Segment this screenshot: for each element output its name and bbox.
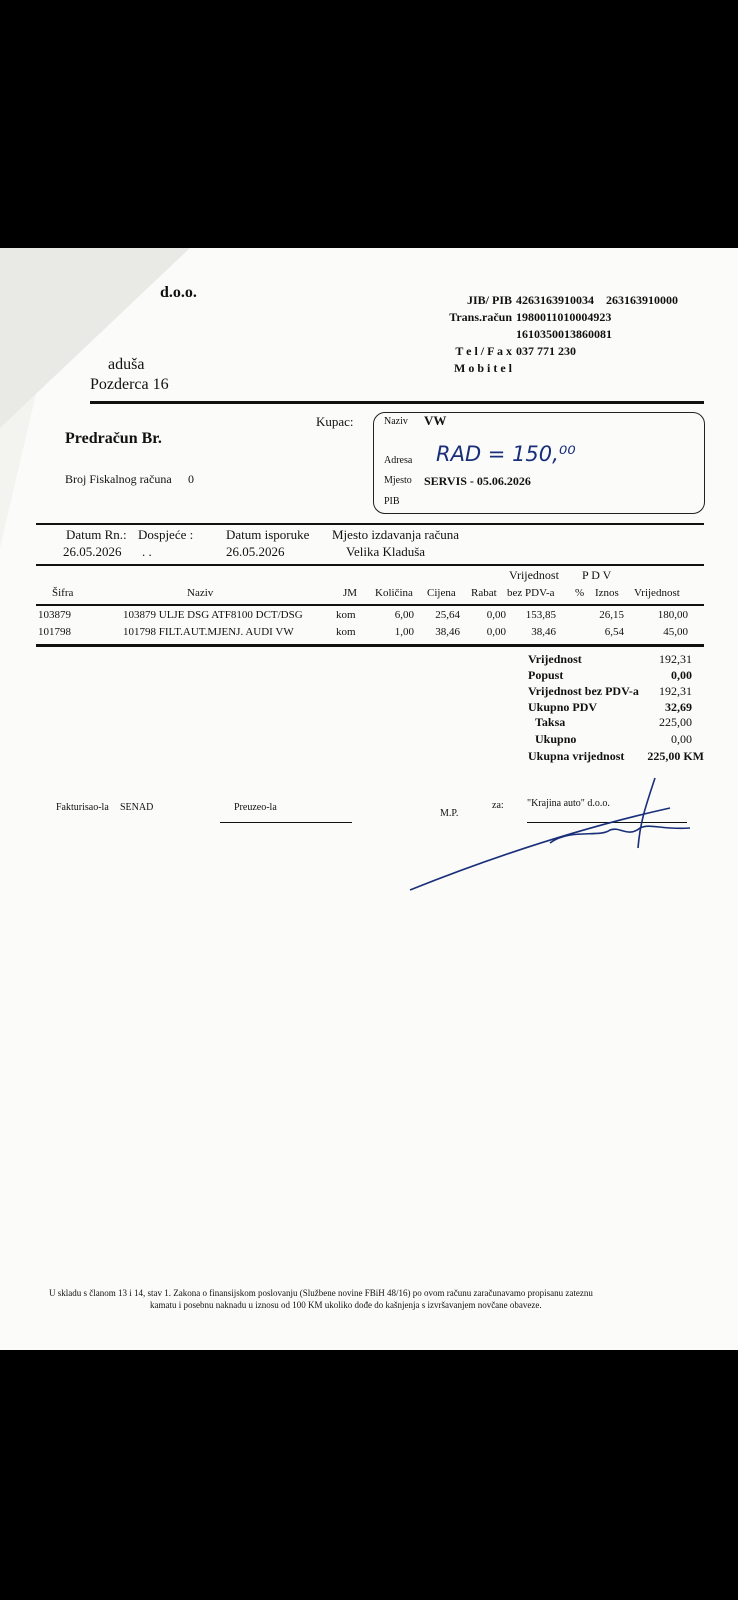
trans-account-1: 1980011010004923 — [516, 310, 612, 324]
cell-kolicina: 1,00 — [394, 626, 414, 638]
za-value: "Krajina auto" d.o.o. — [527, 798, 610, 809]
th-vr-bez-bottom: bez PDV-a — [507, 587, 555, 599]
total-label-ukupno-pdv: Ukupno PDV — [528, 700, 598, 714]
trans-label: Trans.račun — [449, 310, 512, 324]
mobitel-label: M o b i t e l — [454, 361, 512, 375]
jib-label: JIB/ PIB — [466, 293, 512, 307]
cell-iznos: 6,54 — [604, 626, 624, 638]
pib-value: 263163910000 — [606, 293, 678, 307]
buyer-naziv-value: VW — [424, 413, 447, 428]
buyer-adresa-handwritten: RAD = 150,⁰⁰ — [436, 442, 576, 466]
total-value-ukupna-vrijednost: 225,00 KM — [647, 749, 704, 763]
datum-value: 26.05.2026 — [63, 544, 122, 559]
tel-value: 037 771 230 — [516, 344, 576, 358]
th-jm: JM — [343, 587, 358, 599]
th-kolicina: Količina — [375, 587, 413, 599]
total-value-vrijednost: 192,31 — [659, 652, 692, 666]
th-rabat: Rabat — [471, 587, 497, 599]
total-value-taksa: 225,00 — [659, 715, 692, 729]
trans-account-2: 1610350013860081 — [516, 327, 612, 341]
cell-rabat: 0,00 — [486, 626, 506, 638]
cell-naziv: 103879 ULJE DSG ATF8100 DCT/DSG — [123, 609, 303, 621]
total-label-bez-pdv: Vrijednost bez PDV-a — [528, 684, 639, 698]
th-pdv-top: P D V — [582, 568, 612, 582]
total-label-taksa: Taksa — [535, 715, 566, 729]
dospjece-label: Dospjeće : — [138, 527, 194, 542]
legal-text-1: U skladu s članom 13 i 14, stav 1. Zakona o finansijskom poslovanju (Službene novine FBiH 48/16) po ovom računu zaračunavamo propisanu zateznu — [49, 1288, 593, 1298]
company-city: aduša — [108, 356, 145, 373]
fakturisao-value: SENAD — [120, 802, 154, 813]
cell-rabat: 0,00 — [486, 609, 506, 621]
mjesto-izdavanja-label: Mjesto izdavanja računa — [332, 527, 460, 542]
th-pdv-pct: % — [575, 587, 585, 599]
cell-sifra: 103879 — [38, 609, 71, 621]
cell-sifra: 101798 — [38, 626, 71, 638]
cell-bez-pdv: 153,85 — [525, 609, 556, 621]
buyer-pib-label: PIB — [384, 496, 400, 507]
th-naziv: Naziv — [187, 587, 214, 599]
dospjece-value: . . — [142, 544, 152, 559]
isporuke-value: 26.05.2026 — [226, 544, 285, 559]
buyer-adresa-label: Adresa — [384, 455, 413, 466]
total-value-popust: 0,00 — [671, 668, 692, 682]
buyer-mjesto-label: Mjesto — [384, 475, 412, 486]
fiscal-value: 0 — [188, 472, 194, 486]
total-value-bez-pdv: 192,31 — [659, 684, 692, 698]
isporuke-label: Datum isporuke — [226, 527, 310, 542]
total-label-popust: Popust — [528, 668, 564, 682]
total-value-ukupno-pdv: 32,69 — [665, 700, 692, 714]
mjesto-izdavanja-value: Velika Kladuša — [346, 544, 426, 559]
cell-jm: kom — [336, 609, 356, 621]
total-label-vrijednost: Vrijednost — [528, 652, 582, 666]
total-label-ukupno: Ukupno — [535, 732, 577, 746]
company-name-suffix: d.o.o. — [160, 284, 197, 301]
datum-label: Datum Rn.: — [66, 527, 127, 542]
table-header-divider — [36, 604, 704, 606]
cell-iznos: 26,15 — [599, 609, 624, 621]
th-pdv-iznos: Iznos — [595, 587, 619, 599]
preuzeo-line — [220, 822, 352, 823]
fiscal-label: Broj Fiskalnog računa — [65, 472, 172, 486]
header-divider — [90, 401, 704, 404]
cell-vrijednost: 180,00 — [657, 609, 688, 621]
th-cijena: Cijena — [427, 587, 456, 599]
mp-label: M.P. — [440, 808, 459, 819]
cell-cijena: 25,64 — [435, 609, 460, 621]
buyer-divider — [36, 523, 704, 525]
table-bottom-divider — [36, 644, 704, 647]
jib-value: 4263163910034 — [516, 293, 594, 307]
company-street: Pozderca 16 — [90, 376, 169, 393]
fakturisao-label: Fakturisao-la — [56, 802, 109, 813]
za-label: za: — [492, 800, 504, 811]
cell-cijena: 38,46 — [435, 626, 460, 638]
cell-jm: kom — [336, 626, 356, 638]
th-vr-bez-top: Vrijednost — [509, 568, 559, 582]
cell-naziv: 101798 FILT.AUT.MJENJ. AUDI VW — [123, 626, 294, 638]
legal-text-2: kamatu i posebnu naknadu u iznosu od 100 KM ukoliko dođe do kašnjenja s izvršavanjem novčane obaveze. — [150, 1300, 542, 1310]
tel-label: T e l / F a x — [455, 344, 512, 358]
total-value-ukupno: 0,00 — [671, 732, 692, 746]
dates-divider — [36, 564, 704, 566]
signature — [400, 768, 700, 908]
total-label-ukupna-vrijednost: Ukupna vrijednost — [528, 749, 625, 763]
invoice-title: Predračun Br. — [65, 430, 162, 447]
th-vrijednost: Vrijednost — [634, 587, 680, 599]
buyer-label: Kupac: — [316, 414, 354, 429]
buyer-naziv-label: Naziv — [384, 416, 408, 427]
preuzeo-label: Preuzeo-la — [234, 802, 277, 813]
invoice-paper — [0, 248, 738, 1350]
cell-vrijednost: 45,00 — [663, 626, 688, 638]
cell-kolicina: 6,00 — [394, 609, 414, 621]
buyer-mjesto-value: SERVIS - 05.06.2026 — [424, 474, 531, 488]
th-sifra: Šifra — [52, 587, 74, 599]
cell-bez-pdv: 38,46 — [531, 626, 556, 638]
